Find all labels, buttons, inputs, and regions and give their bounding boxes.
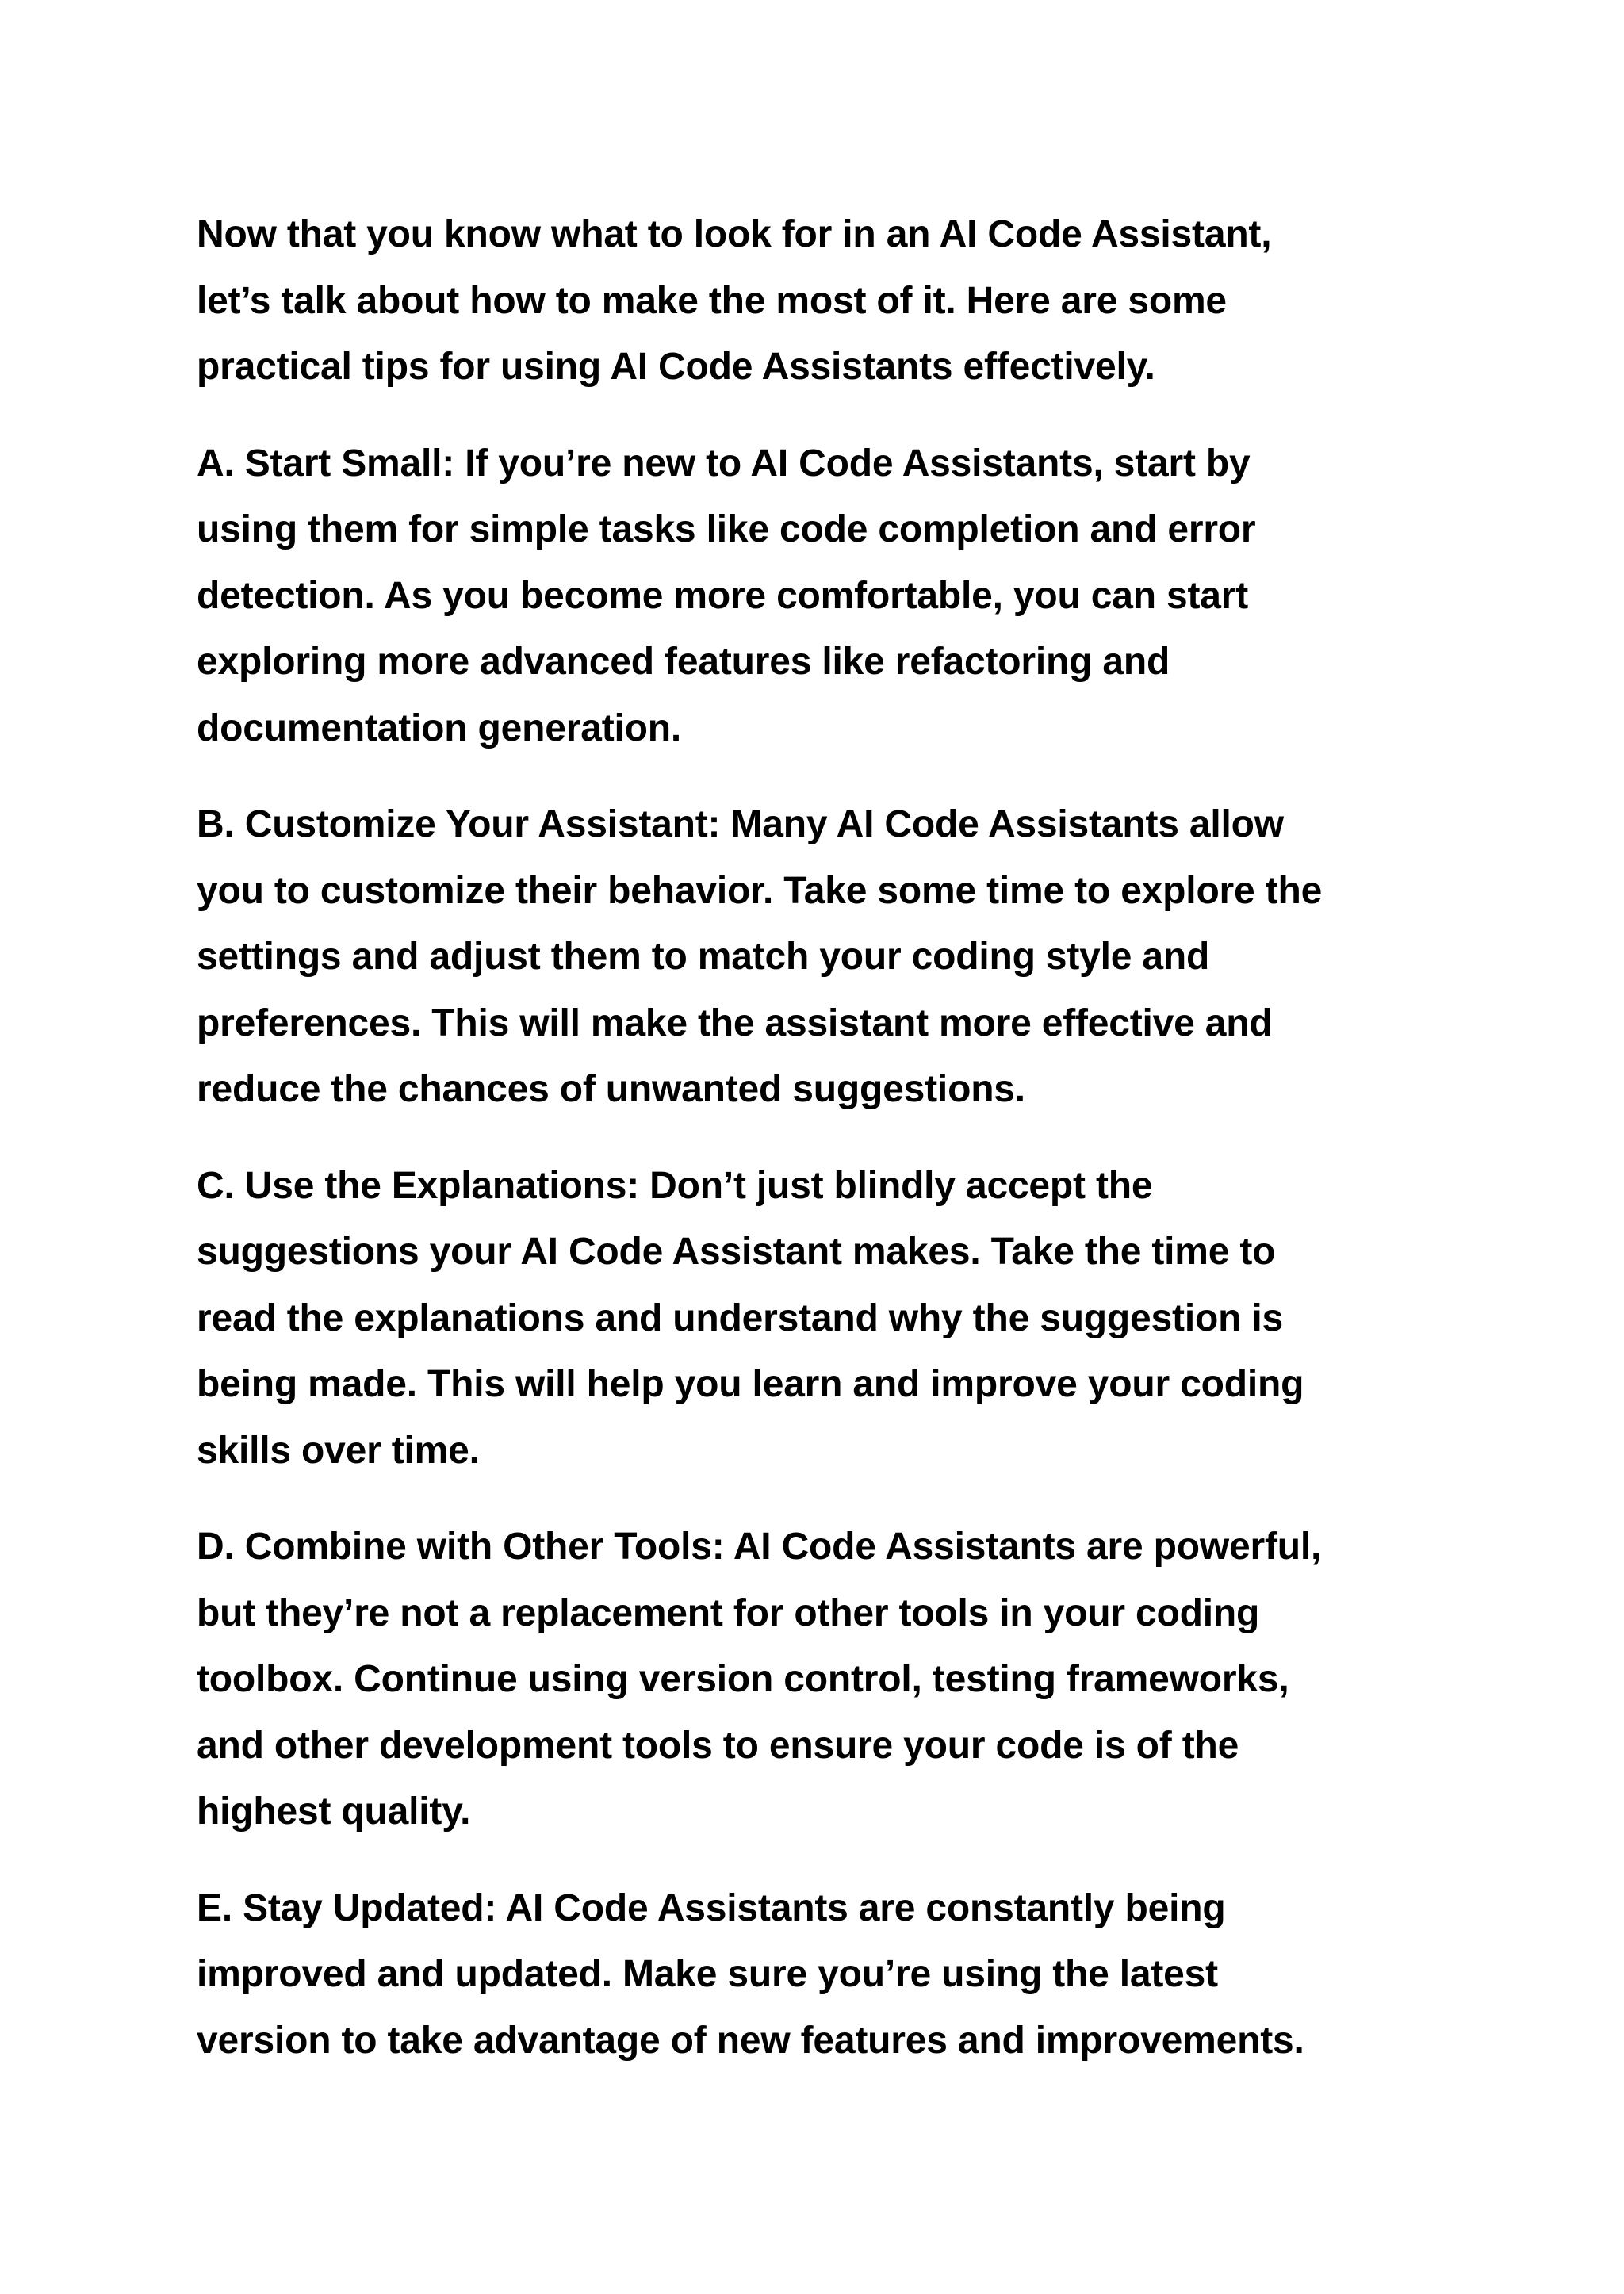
text-line: highest quality. [197,1790,471,1833]
text-line: A. Start Small: If you’re new to AI Code Assistants, start by [197,442,1251,484]
tip-d-paragraph [197,1514,1450,1845]
intro-paragraph [197,201,1450,400]
text-line: settings and adjust them to match your coding style and [197,936,1210,978]
text-line: skills over time. [197,1429,480,1472]
text-line: preferences. This will make the assistant more effective and [197,1001,1273,1044]
text-line: suggestions your AI Code Assistant makes. Take the time to [197,1231,1276,1273]
text-line: using them for simple tasks like code completion and error [197,508,1256,550]
text-line: documentation generation. [197,707,682,749]
text-line: D. Combine with Other Tools: AI Code Assistants are powerful, [197,1526,1322,1568]
text-line: practical tips for using AI Code Assistants effectively. [197,346,1155,388]
text-line: E. Stay Updated: AI Code Assistants are constantly being [197,1886,1226,1929]
document-body [197,201,1450,2104]
text-line: let’s talk about how to make the most of it. Here are some [197,279,1227,322]
text-line: being made. This will help you learn and improve your coding [197,1363,1304,1405]
text-line: and other development tools to ensure your code is of the [197,1724,1239,1767]
text-line: B. Customize Your Assistant: Many AI Code Assistants allow [197,803,1284,845]
text-line: reduce the chances of unwanted suggestions. [197,1068,1025,1110]
text-line: version to take advantage of new features and improvements. [197,2019,1304,2062]
tip-e-paragraph [197,1875,1450,2074]
text-line: exploring more advanced features like refactoring and [197,641,1170,683]
text-line: you to customize their behavior. Take some time to explore the [197,869,1323,912]
text-line: toolbox. Continue using version control, testing frameworks, [197,1658,1289,1700]
tip-b-paragraph [197,791,1450,1123]
tip-c-paragraph [197,1153,1450,1484]
text-line: Now that you know what to look for in an AI Code Assistant, [197,213,1272,255]
text-line: detection. As you become more comfortable, you can start [197,574,1249,617]
text-line: C. Use the Explanations: Don’t just blindly accept the [197,1164,1153,1207]
text-line: but they’re not a replacement for other tools in your coding [197,1591,1260,1634]
text-line: improved and updated. Make sure you’re using the latest [197,1953,1218,1995]
tip-a-paragraph [197,431,1450,762]
text-line: read the explanations and understand why the suggestion is [197,1296,1283,1339]
